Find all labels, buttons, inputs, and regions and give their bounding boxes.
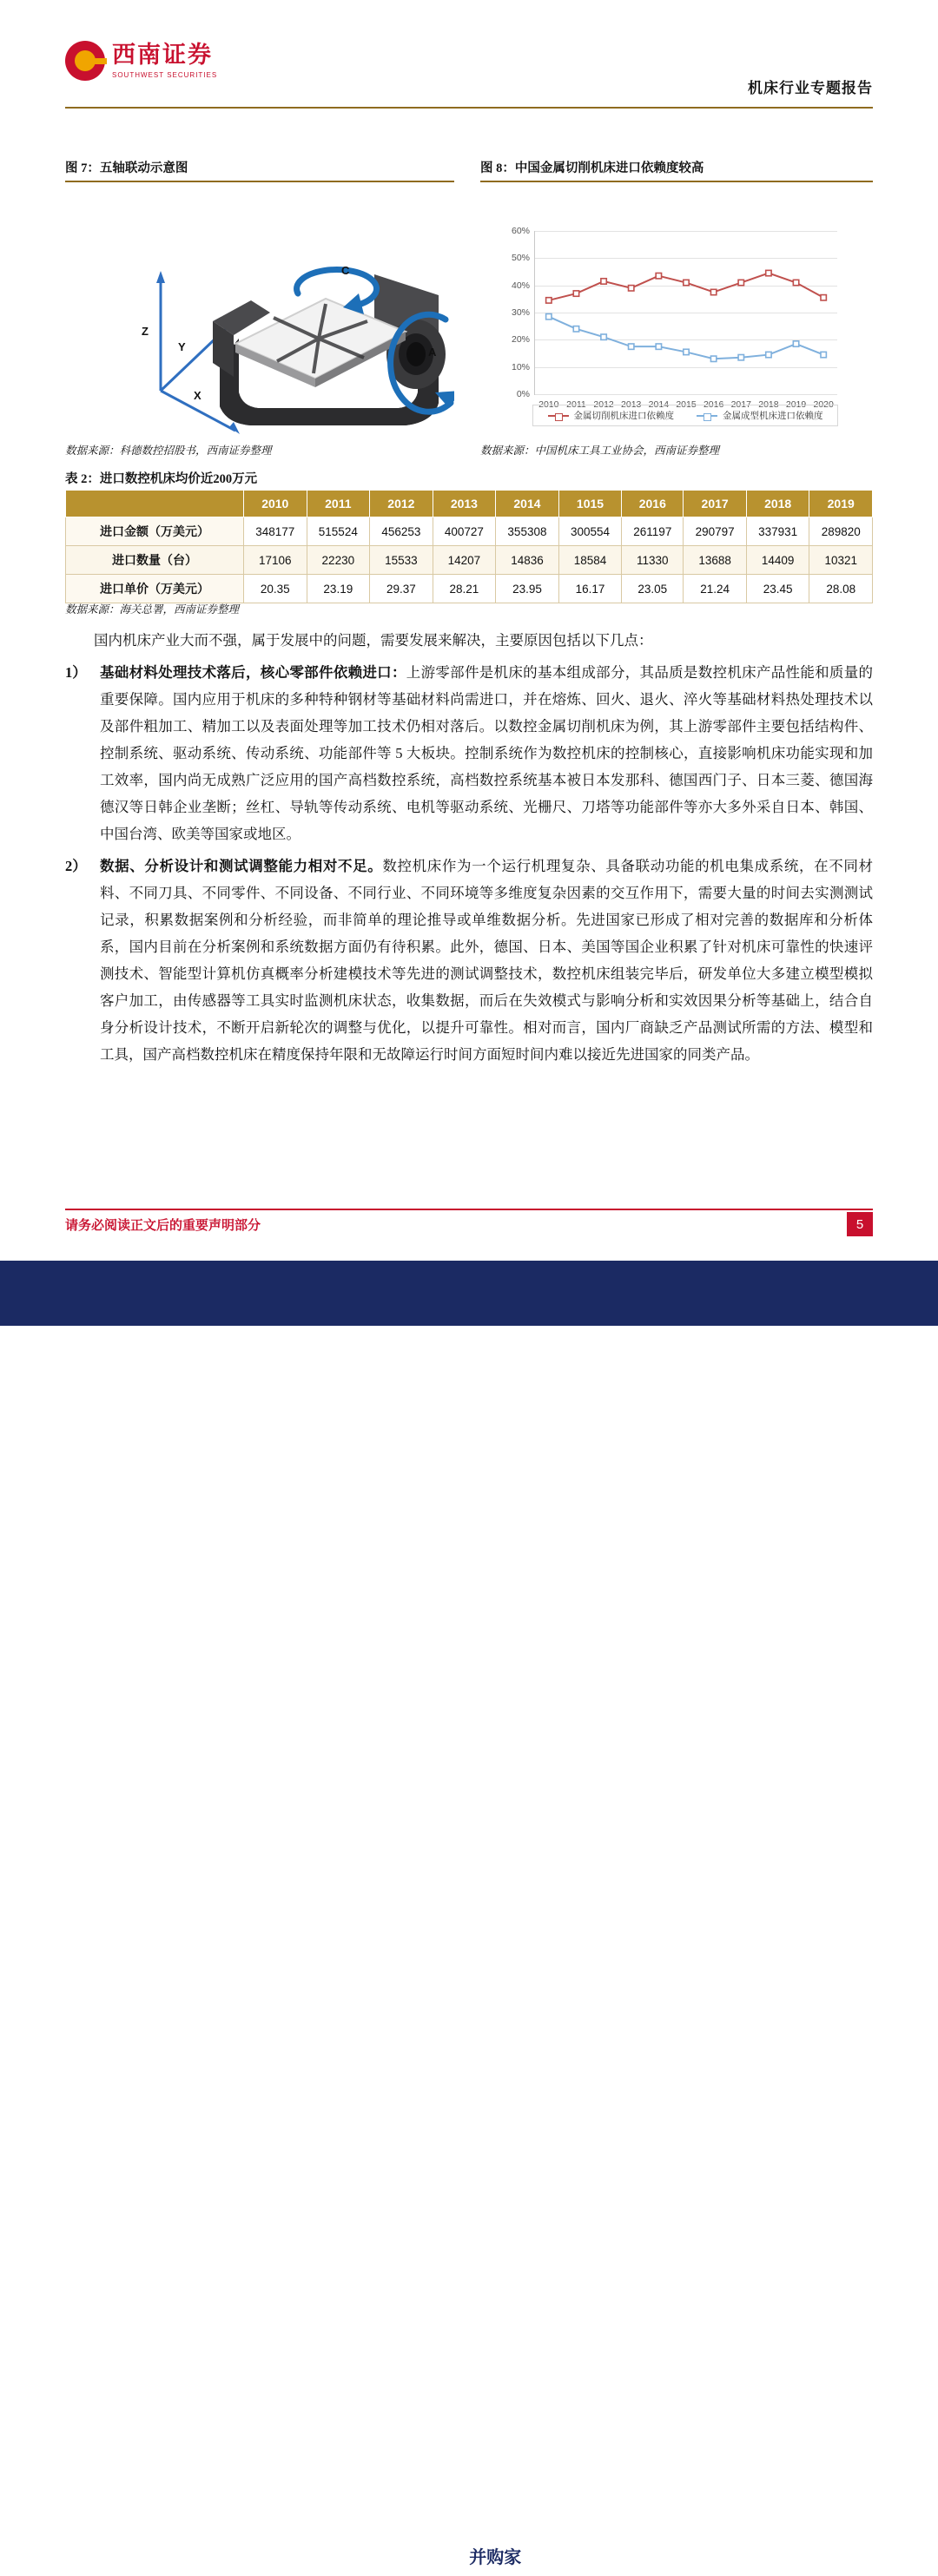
table-cell: 10321	[809, 546, 873, 575]
table-cell: 13688	[684, 546, 747, 575]
table-cell: 16.17	[558, 575, 622, 603]
chart-marker	[656, 344, 661, 349]
chart-marker	[684, 349, 689, 354]
axis-label-a: A	[428, 346, 437, 359]
table-cell: 14409	[746, 546, 809, 575]
intro-paragraph: 国内机床产业大而不强，属于发展中的问题，需要发展来解决，主要原因包括以下几点：	[94, 632, 653, 649]
chart-marker	[656, 273, 661, 279]
chart-marker	[629, 286, 634, 291]
table-cell: 14836	[496, 546, 559, 575]
chart-marker	[546, 314, 552, 320]
table-header-row	[66, 491, 873, 517]
table-col-header-label	[66, 491, 244, 517]
chart-legend	[532, 405, 838, 426]
chart-y-tick: 30%	[511, 307, 530, 318]
table-2-source: 数据来源：海关总署，西南证券整理	[65, 603, 240, 616]
chart-x-tick: 2011	[566, 399, 586, 410]
chart-line-0	[549, 273, 823, 300]
promo-banner	[0, 1261, 938, 2567]
figure-7-source: 数据来源：科德数控招股书，西南证券整理	[65, 445, 272, 457]
page-header	[65, 39, 873, 109]
table-cell: 290797	[684, 517, 747, 546]
table-row-label: 进口数量（台）	[66, 546, 244, 575]
table-cell: 28.08	[809, 575, 873, 603]
table-cell: 14207	[433, 546, 496, 575]
table-cell: 261197	[622, 517, 684, 546]
page-number: 5	[847, 1212, 873, 1236]
table-col-header-2017: 2017	[684, 491, 747, 517]
table-row-label: 进口单价（万美元）	[66, 575, 244, 603]
table-cell: 15533	[370, 546, 433, 575]
body-text	[65, 627, 873, 1068]
axis-label-x: X	[194, 389, 201, 402]
logo-text-cn: 西南证券	[112, 41, 213, 68]
list-lead: 数据、分析设计和测试调整能力相对不足。	[100, 858, 383, 874]
chart-x-tick: 2010	[538, 399, 559, 410]
table-row	[66, 517, 873, 546]
banner-brand: 并购家	[459, 2540, 532, 2571]
chart-marker	[601, 279, 606, 284]
banner-url[interactable]: www.ipoipo.cn	[544, 2546, 650, 2564]
list-number: 1）	[65, 664, 87, 681]
table-cell: 28.21	[433, 575, 496, 603]
legend-line-0	[548, 415, 569, 417]
logo-text-en: SOUTHWEST SECURITIES	[112, 70, 218, 79]
axis-label-z: Z	[142, 325, 149, 338]
table-body	[66, 517, 873, 603]
legend-label-0: 金属切削机床进口依赖度	[573, 411, 674, 421]
list-lead: 基础材料处理技术落后，核心零部件依赖进口：	[100, 664, 406, 681]
legend-line-1	[697, 415, 717, 417]
axis-label-y: Y	[178, 340, 186, 353]
chart-y-tick: 60%	[511, 226, 530, 236]
table-cell: 456253	[370, 517, 433, 546]
banner-left-text: 更多免费行业报告	[301, 2547, 447, 2567]
table-cell: 23.05	[622, 575, 684, 603]
table-cell: 400727	[433, 517, 496, 546]
legend-label-1: 金属成型机床进口依赖度	[723, 411, 823, 421]
list-item	[65, 659, 873, 847]
list-text: 数控机床作为一个运行机理复杂、具备联动功能的机电集成系统，在不同材料、不同刀具、不同零件、不同设备、不同行业、不同环境等多维度复杂因素的交互作用下，需要大量的时间去实测测试记录，积累数据案例和分析经验，而非简单的理论推导或单维数据分析。先进国家已形成了相对完善的数据库和分析体系，国内目前在分析案例和系统数据方面仍有待积累。此外，德国、日本、美国等国企业积累了针对机床可靠性的快速评测技术、智能型计算机仿真概率分析建模技术等先进的测试调整技术，数控机床组装完毕后，研发单位大多建立模型模拟客户加工，由传感器等工具实时监测机床状态，收集数据，而后在失效模式与影响分析和实效因果分析等基础上，结合自身分析设计技术，不断开启新轮次的调整与优化，以提升可靠性。相对而言，国内厂商缺乏产品测试所需的方法、模型和工具，国产高档数控机床在精度保持年限和无故障运行时间方面短时间内难以接近先进国家的同类产品。	[100, 858, 874, 1063]
list-item	[65, 853, 873, 1068]
chart-marker	[629, 344, 634, 349]
table-cell: 20.35	[244, 575, 307, 603]
table-2-caption: 表 2：进口数控机床均价近200万元	[65, 472, 258, 486]
chart-marker	[766, 352, 771, 357]
chart-x-tick: 2013	[621, 399, 642, 410]
table-col-header-2014: 2014	[496, 491, 559, 517]
chart-y-tick: 0%	[516, 389, 530, 399]
axis-label-c: C	[341, 264, 350, 277]
footer-divider	[65, 1209, 873, 1210]
table-cell: 348177	[244, 517, 307, 546]
table-col-header-2018: 2018	[746, 491, 809, 517]
chart-marker	[821, 352, 826, 357]
chart-x-tick: 2012	[593, 399, 614, 410]
table-col-header-2013: 2013	[433, 491, 496, 517]
chart-x-tick: 2017	[730, 399, 751, 410]
report-title: 机床行业专题报告	[748, 80, 873, 96]
figure-7	[65, 158, 454, 458]
table-cell: 515524	[307, 517, 370, 546]
table-cell: 23.19	[307, 575, 370, 603]
table-cell: 17106	[244, 546, 307, 575]
figure-8-source: 数据来源：中国机床工具工业协会，西南证券整理	[480, 445, 720, 457]
five-axis-diagram-icon	[65, 191, 454, 436]
chart-marker	[738, 355, 743, 360]
table-cell: 289820	[809, 517, 873, 546]
table-col-header-2012: 2012	[370, 491, 433, 517]
figure-8-chart	[480, 191, 873, 436]
chart-y-tick: 50%	[511, 253, 530, 264]
table-row-label: 进口金额（万美元）	[66, 517, 244, 546]
chart-marker	[573, 326, 578, 332]
list-text: 上游零部件是机床的基本组成部分，其品质是数控机床产品性能和质量的重要保障。国内应用于机床的多种特种钢材等基础材料尚需进口，并在熔炼、回火、退火、淬火等基础材料热处理技术以及部件粗加工、精加工以及表面处理等加工技术仍相对落后。以数控金属切削机床为例，其上游零部件主要包括结构件、控制系统、驱动系统、传动系统、功能部件等 5 大板块。控制系统作为数控机床的控制核心，直接影响机床功能实现和加工效率，国内尚无成熟广泛应用的国产高档数控系统，高档数控系统基本被日本发那科、德国西门子、日本三菱、德国海德汉等日韩企业垄断；丝杠、导轨等传动系统、电机等驱动系统、光栅尺、刀塔等功能部件等亦大多外采自日本、韩国、中国台湾、欧美等国家或地区。	[100, 664, 874, 842]
chart-marker	[710, 356, 716, 361]
figure-7-image	[65, 191, 454, 436]
import-cnc-table	[65, 490, 873, 603]
legend-item-1	[697, 409, 823, 422]
chart-marker	[684, 280, 689, 285]
figure-8-caption: 图 8：中国金属切削机床进口依赖度较高	[480, 158, 873, 182]
chart-marker	[793, 341, 798, 346]
list-number: 2）	[65, 858, 87, 874]
table-cell: 23.45	[746, 575, 809, 603]
chart-marker	[766, 270, 771, 275]
chart-marker	[710, 289, 716, 294]
table-col-header-1015: 1015	[558, 491, 622, 517]
table-cell: 23.95	[496, 575, 559, 603]
chart-x-tick: 2019	[785, 399, 807, 410]
table-cell: 11330	[622, 546, 684, 575]
chart-series-layer	[535, 231, 837, 394]
chart-y-tick: 40%	[511, 280, 530, 291]
chart-marker	[738, 280, 743, 285]
chart-marker	[601, 334, 606, 339]
chart-marker	[821, 295, 826, 300]
chart-marker	[546, 298, 552, 303]
company-logo	[65, 41, 217, 81]
chart-x-tick: 2014	[648, 399, 670, 410]
figure-8	[480, 158, 873, 458]
table-col-header-2010: 2010	[244, 491, 307, 517]
chart-y-tick: 10%	[511, 361, 530, 372]
chart-x-tick: 2018	[758, 399, 779, 410]
table-col-header-2019: 2019	[809, 491, 873, 517]
logo-mark-icon	[65, 41, 105, 81]
table-row	[66, 546, 873, 575]
table-col-header-2011: 2011	[307, 491, 370, 517]
chart-y-tick: 20%	[511, 334, 530, 346]
table-cell: 337931	[746, 517, 809, 546]
table-col-header-2016: 2016	[622, 491, 684, 517]
footer-disclaimer: 请务必阅读正文后的重要声明部分	[65, 1219, 261, 1233]
chart-marker	[573, 291, 578, 296]
chart-gridline	[535, 394, 837, 395]
table-cell: 300554	[558, 517, 622, 546]
chart-x-tick: 2020	[813, 399, 834, 410]
figure-7-caption: 图 7：五轴联动示意图	[65, 158, 454, 182]
table-cell: 21.24	[684, 575, 747, 603]
chart-marker	[793, 280, 798, 285]
table-cell: 18584	[558, 546, 622, 575]
chart-x-tick: 2015	[676, 399, 697, 410]
chart-x-tick: 2016	[703, 399, 724, 410]
table-cell: 22230	[307, 546, 370, 575]
legend-item-0	[548, 409, 675, 422]
table-cell: 29.37	[370, 575, 433, 603]
table-row	[66, 575, 873, 603]
chart-plot-area	[511, 226, 837, 410]
table-cell: 355308	[496, 517, 559, 546]
